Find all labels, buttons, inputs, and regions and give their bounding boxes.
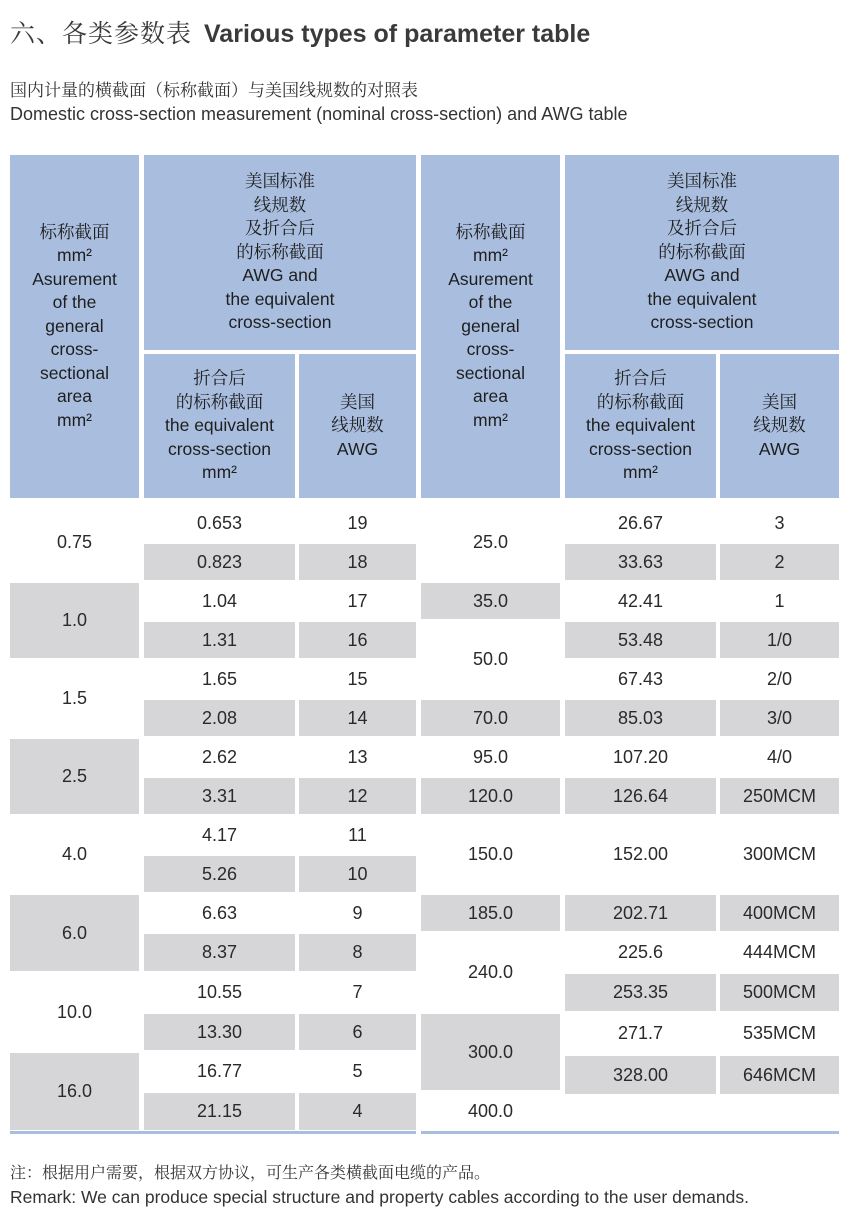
nominal-cell-left: 2.5 bbox=[10, 739, 139, 814]
awg-cell-left: 7 bbox=[352, 982, 363, 1002]
table-bottom-rule-right bbox=[421, 1131, 839, 1134]
awg-cell-left: 16 bbox=[299, 622, 416, 658]
header-awg-group-left-text: 美国标准 线规数 及折合后 的标称截面 AWG and the equivalent cross-section bbox=[225, 171, 335, 333]
nominal-cell-left: 1.0 bbox=[10, 583, 139, 658]
awg-cell-left: 5 bbox=[352, 1061, 363, 1081]
nominal-cell-right: 240.0 bbox=[467, 962, 514, 982]
equivalent-cell-left: 3.31 bbox=[144, 778, 295, 814]
equivalent-cell-right: 42.41 bbox=[617, 590, 664, 611]
nominal-cell-right: 120.0 bbox=[421, 778, 560, 814]
equivalent-cell-right: 202.71 bbox=[565, 895, 716, 931]
awg-cell-left: 8 bbox=[299, 934, 416, 971]
equivalent-cell-right: 328.00 bbox=[565, 1056, 716, 1094]
equivalent-cell-left: 1.31 bbox=[144, 622, 295, 658]
equivalent-cell-right: 152.00 bbox=[612, 844, 669, 864]
awg-cell-right: 4/0 bbox=[766, 746, 793, 767]
table-subtitle-cn: 国内计量的横截面（标称截面）与美国线规数的对照表 bbox=[10, 81, 418, 101]
equivalent-cell-right: 225.6 bbox=[617, 942, 664, 962]
remark-en: Remark: We can produce special structure and property cables according to the user demands. bbox=[10, 1187, 749, 1207]
equivalent-cell-left: 2.62 bbox=[201, 746, 238, 767]
nominal-cell-left: 16.0 bbox=[10, 1053, 139, 1130]
awg-cell-right: 3 bbox=[774, 512, 785, 533]
equivalent-cell-left: 0.653 bbox=[196, 512, 243, 533]
nominal-cell-left: 1.5 bbox=[61, 688, 88, 708]
header-nominal-left bbox=[10, 155, 139, 498]
nominal-cell-right: 95.0 bbox=[472, 746, 509, 767]
nominal-cell-right: 50.0 bbox=[472, 649, 509, 669]
header-awg-right bbox=[720, 354, 839, 498]
equivalent-cell-left: 13.30 bbox=[144, 1014, 295, 1050]
awg-cell-right: 1 bbox=[774, 590, 785, 611]
equivalent-cell-left: 4.17 bbox=[201, 824, 238, 845]
equivalent-cell-right: 253.35 bbox=[565, 974, 716, 1011]
header-awg-right-text: 美国 线规数 AWG bbox=[753, 391, 806, 459]
header-equivalent-right bbox=[565, 354, 716, 498]
awg-cell-left: 15 bbox=[347, 668, 368, 689]
page-title-en: Various types of parameter table bbox=[204, 20, 591, 48]
equivalent-cell-right: 107.20 bbox=[612, 746, 669, 767]
equivalent-cell-left: 6.63 bbox=[201, 902, 238, 923]
nominal-cell-right: 300.0 bbox=[421, 1014, 560, 1090]
equivalent-cell-right: 53.48 bbox=[565, 622, 716, 658]
equivalent-cell-left: 10.55 bbox=[196, 982, 243, 1002]
awg-cell-right: 2 bbox=[720, 544, 839, 580]
awg-cell-right: 500MCM bbox=[720, 974, 839, 1011]
page-title bbox=[10, 14, 590, 50]
awg-cell-left: 18 bbox=[299, 544, 416, 580]
header-equivalent-right-text: 折合后 的标称截面 the equivalent cross-section mm² bbox=[586, 368, 695, 483]
remark-cn: 注：根据用户需要，根据双方协议，可生产各类横截面电缆的产品。 bbox=[10, 1163, 491, 1182]
awg-cell-left: 11 bbox=[348, 824, 367, 845]
awg-cell-right: 646MCM bbox=[720, 1056, 839, 1094]
header-nominal-left-text: 标称截面 mm² Asurement of the general cross- sectional area mm² bbox=[32, 221, 117, 430]
header-equivalent-left-text: 折合后 的标称截面 the equivalent cross-section mm² bbox=[165, 368, 274, 483]
awg-cell-right: 2/0 bbox=[766, 668, 793, 689]
awg-cell-right: 300MCM bbox=[742, 844, 817, 864]
nominal-cell-right: 25.0 bbox=[472, 532, 509, 552]
table-bottom-rule-left bbox=[10, 1131, 416, 1134]
equivalent-cell-right: 67.43 bbox=[617, 668, 664, 689]
awg-cell-left: 12 bbox=[299, 778, 416, 814]
nominal-cell-left: 6.0 bbox=[10, 895, 139, 971]
header-awg-group-right bbox=[565, 155, 839, 350]
header-equivalent-left bbox=[144, 354, 295, 498]
header-awg-left-text: 美国 线规数 AWG bbox=[331, 391, 384, 459]
header-awg-group-right-text: 美国标准 线规数 及折合后 的标称截面 AWG and the equivalent cross-section bbox=[647, 171, 757, 333]
awg-cell-right: 250MCM bbox=[720, 778, 839, 814]
nominal-cell-right: 70.0 bbox=[421, 700, 560, 736]
equivalent-cell-right: 271.7 bbox=[617, 1023, 664, 1043]
awg-cell-left: 17 bbox=[347, 590, 368, 611]
nominal-cell-left: 4.0 bbox=[61, 844, 88, 864]
page-title-cn: 六、各类参数表 bbox=[10, 19, 193, 48]
equivalent-cell-left: 1.04 bbox=[201, 590, 238, 611]
nominal-cell-right: 35.0 bbox=[421, 583, 560, 619]
nominal-cell-right: 150.0 bbox=[467, 844, 514, 864]
header-awg-group-left bbox=[144, 155, 416, 350]
equivalent-cell-right: 126.64 bbox=[565, 778, 716, 814]
header-nominal-right bbox=[421, 155, 560, 498]
table-subtitle-en: Domestic cross-section measurement (nominal cross-section) and AWG table bbox=[10, 104, 628, 124]
equivalent-cell-left: 8.37 bbox=[144, 934, 295, 971]
equivalent-cell-right: 85.03 bbox=[565, 700, 716, 736]
awg-cell-left: 19 bbox=[347, 512, 368, 533]
awg-cell-left: 6 bbox=[299, 1014, 416, 1050]
awg-cell-left: 10 bbox=[299, 856, 416, 892]
header-nominal-right-text: 标称截面 mm² Asurement of the general cross- sectional area mm² bbox=[448, 221, 533, 430]
equivalent-cell-left: 16.77 bbox=[196, 1061, 243, 1081]
equivalent-cell-left: 2.08 bbox=[144, 700, 295, 736]
equivalent-cell-left: 1.65 bbox=[201, 668, 238, 689]
nominal-cell-right: 185.0 bbox=[421, 895, 560, 931]
awg-cell-right: 1/0 bbox=[720, 622, 839, 658]
equivalent-cell-left: 5.26 bbox=[144, 856, 295, 892]
nominal-cell-left: 0.75 bbox=[56, 532, 93, 552]
equivalent-cell-left: 21.15 bbox=[144, 1093, 295, 1130]
awg-cell-left: 9 bbox=[352, 902, 363, 923]
awg-cell-right: 400MCM bbox=[720, 895, 839, 931]
awg-cell-left: 14 bbox=[299, 700, 416, 736]
equivalent-cell-left: 0.823 bbox=[144, 544, 295, 580]
nominal-cell-right: 400.0 bbox=[467, 1101, 514, 1121]
header-awg-left bbox=[299, 354, 416, 498]
awg-cell-left: 4 bbox=[299, 1093, 416, 1130]
awg-cell-right: 444MCM bbox=[742, 942, 817, 962]
awg-cell-right: 535MCM bbox=[742, 1023, 817, 1043]
awg-cell-left: 13 bbox=[347, 746, 368, 767]
nominal-cell-left: 10.0 bbox=[56, 1001, 93, 1022]
awg-cell-right: 3/0 bbox=[720, 700, 839, 736]
equivalent-cell-right: 26.67 bbox=[617, 512, 664, 533]
equivalent-cell-right: 33.63 bbox=[565, 544, 716, 580]
